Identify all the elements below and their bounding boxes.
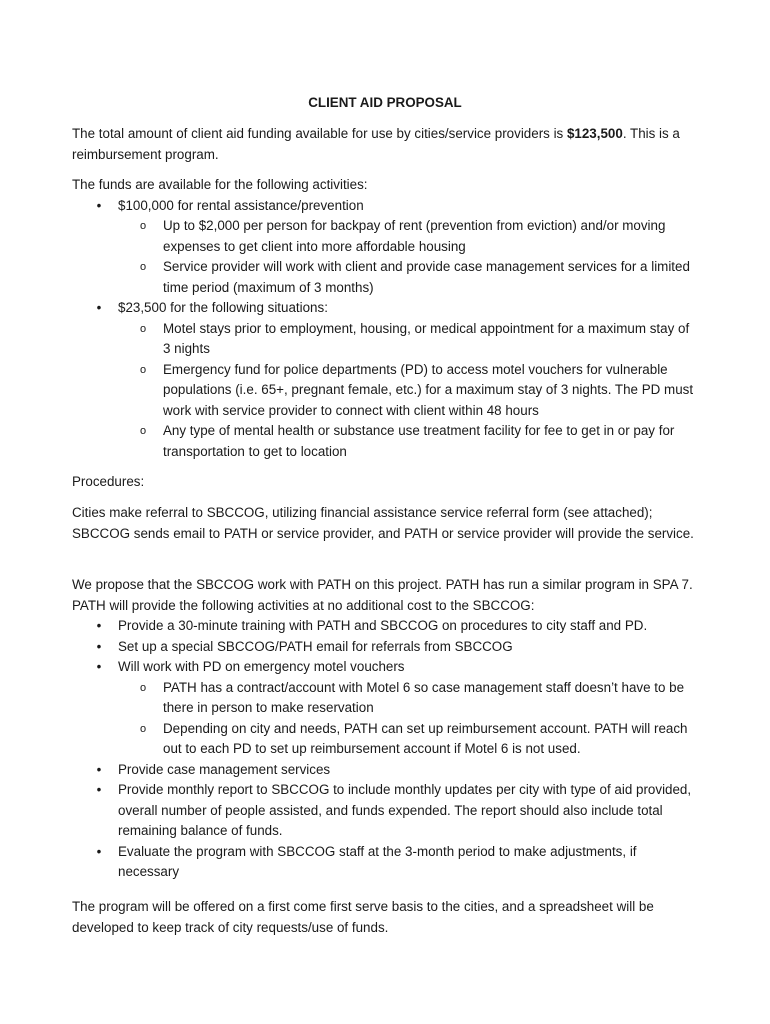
sub-list-item [118, 216, 697, 257]
list-item-label: $100,000 for rental assistance/prevention [118, 197, 364, 213]
proposal-list [72, 616, 697, 883]
sub-list-item-text: Any type of mental health or substance use treatment facility for fee to get in or pay for transportation to get to location [163, 423, 675, 459]
sub-list-item [118, 678, 697, 719]
list-item [72, 616, 697, 637]
procedures-heading: Procedures: [72, 474, 145, 489]
funds-heading: The funds are available for the following activities: [72, 177, 368, 192]
list-item-text: Provide monthly report to SBCCOG to include monthly updates per city with type of aid provided, overall number of people assisted, and funds expended. The report should also include total remaining balance of funds. [118, 782, 692, 838]
list-item-text: Provide a 30-minute training with PATH and SBCCOG on procedures to city staff and PD. [118, 618, 648, 633]
sub-list-item-text: Emergency fund for police departments (PD) to access motel vouchers for vulnerable populations (i.e. 65+, pregnant female, etc.) for a maximum stay of 3 nights. The PD must work with service provider to connect with client within 48 hours [163, 361, 694, 418]
list-item-text: Evaluate the program with SBCCOG staff at the 3-month period to make adjustments, if necessary [118, 843, 637, 879]
sub-list-item [118, 421, 697, 462]
intro-text: The total amount of client aid funding available for use by cities/service providers is [72, 126, 567, 141]
closing-paragraph: The program will be offered on a first come first serve basis to the cities, and a spreadsheet will be developed to keep track of city requests/use of funds. [72, 899, 654, 935]
sub-list-item-text: Up to $2,000 per person for backpay of rent (prevention from eviction) and/or moving expenses to get client into more affordable housing [163, 218, 666, 254]
sub-bullet-icon: o [139, 363, 147, 376]
proposal-paragraph: We propose that the SBCCOG work with PATH on this project. PATH has run a similar program in SPA 7. PATH will provide the following activities at no additional cost to the SBCCOG: [72, 577, 693, 613]
bullet-icon: • [96, 843, 102, 859]
proposal-section [72, 575, 697, 883]
bullet-icon: • [96, 761, 102, 777]
sub-bullet-icon: o [139, 261, 147, 273]
total-amount: $123,500 [566, 126, 623, 141]
bullet-icon: • [96, 782, 102, 797]
sub-bullet-icon: o [139, 681, 147, 694]
sub-bullet-icon: o [139, 425, 147, 437]
bullet-icon: • [96, 197, 102, 213]
sub-list-item [118, 719, 697, 760]
sub-list [118, 678, 697, 760]
list-item [72, 298, 697, 462]
funds-section [72, 175, 697, 462]
sub-bullet-icon: o [139, 722, 147, 735]
funds-list [72, 196, 697, 463]
sub-list [118, 216, 697, 298]
bullet-icon: • [96, 300, 102, 315]
bullet-icon: • [96, 638, 102, 654]
list-item [72, 637, 697, 658]
sub-list-item-text: Depending on city and needs, PATH can set up reimbursement account. PATH will reach out to each PD to set up reimbursement account if Motel 6 is not used. [163, 720, 688, 756]
sub-bullet-icon: o [139, 322, 147, 335]
list-item-text: Set up a special SBCCOG/PATH email for referrals from SBCCOG [118, 638, 513, 654]
list-item [72, 760, 697, 781]
sub-list [118, 319, 697, 463]
sub-list-item [118, 360, 697, 422]
list-item-label: $23,500 for the following situations: [118, 300, 328, 315]
sub-list-item-text: Service provider will work with client and provide case management services for a limited time period (maximum of 3 months) [163, 259, 690, 295]
list-item [72, 196, 697, 299]
list-item-text: Provide case management services [118, 761, 331, 777]
sub-list-item-text: Motel stays prior to employment, housing, or medical appointment for a maximum stay of 3 nights [163, 320, 690, 356]
sub-bullet-icon: o [139, 220, 147, 232]
list-item-text: Will work with PD on emergency motel vouchers [118, 659, 405, 674]
document-title: CLIENT AID PROPOSAL [308, 95, 462, 110]
procedures-paragraph: Cities make referral to SBCCOG, utilizing financial assistance service referral form (see attached); SBCCOG sends email to PATH or service provider, and PATH or service provider will provide the service. [72, 505, 694, 541]
intro-paragraph [72, 124, 697, 165]
list-item [72, 842, 697, 883]
intro-text-end: . This is a reimbursement program. [72, 126, 680, 162]
bullet-icon: • [96, 659, 102, 674]
bullet-icon: • [96, 618, 102, 633]
sub-list-item [118, 319, 697, 360]
sub-list-item [118, 257, 697, 298]
sub-list-item-text: PATH has a contract/account with Motel 6 so case management staff doesn’t have to be there in person to make reservation [163, 679, 685, 715]
list-item [72, 780, 697, 842]
list-item [72, 657, 697, 760]
